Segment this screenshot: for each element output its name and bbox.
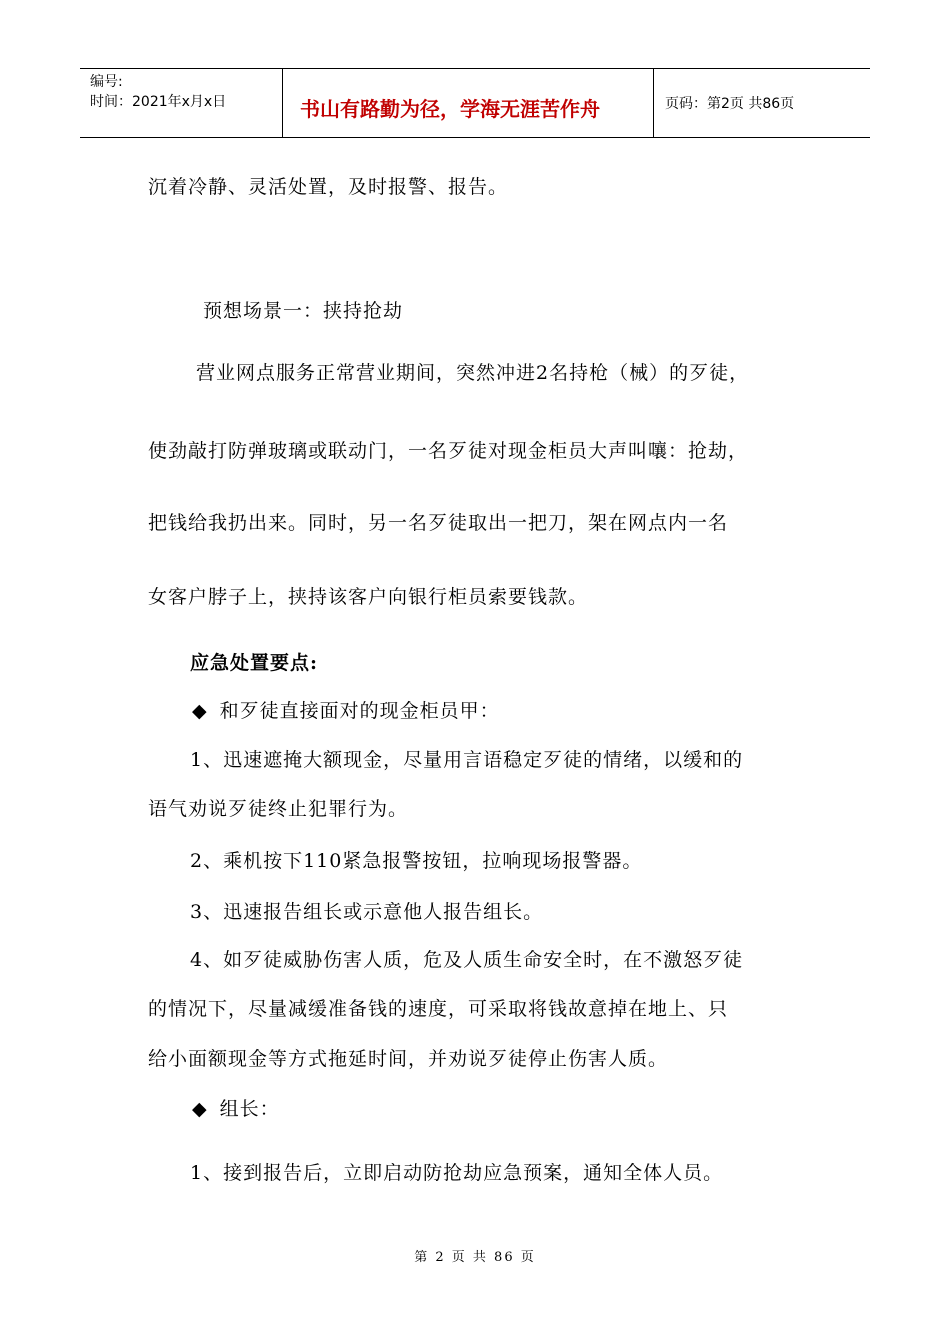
list-item: 1、接到报告后，立即启动防抢劫应急预案，通知全体人员。 <box>190 1162 724 1184</box>
list-item-continuation: 的情况下，尽量减缓准备钱的速度，可采取将钱故意掉在地上、只 <box>148 998 729 1020</box>
subsection-heading <box>192 696 500 723</box>
list-item-continuation: 给小面额现金等方式拖延时间，并劝说歹徒停止伤害人质。 <box>148 1048 669 1070</box>
list-item: 1、迅速遮掩大额现金，尽量用言语稳定歹徒的情绪，以缓和的 <box>190 749 744 771</box>
subsection-title: 组长： <box>219 1098 280 1120</box>
document-number-label: 编号: <box>90 74 123 90</box>
subsection-heading <box>192 1094 280 1121</box>
scene-title: 预想场景一：挟持抢劫 <box>203 300 404 322</box>
paragraph-line: 把钱给我扔出来。同时，另一名歹徒取出一把刀，架在网点内一名 <box>148 512 729 534</box>
list-item: 2、乘机按下110紧急报警按钮，拉响现场报警器。 <box>190 850 643 872</box>
subsection-title: 和歹徒直接面对的现金柜员甲： <box>219 700 500 722</box>
list-item-continuation: 语气劝说歹徒终止犯罪行为。 <box>148 798 409 820</box>
diamond-bullet-icon: ◆ <box>192 700 208 722</box>
paragraph-line: 营业网点服务正常营业期间，突然冲进2名持枪（械）的歹徒， <box>196 362 750 384</box>
diamond-bullet-icon: ◆ <box>192 1098 208 1120</box>
list-item: 4、如歹徒威胁伤害人质，危及人质生命安全时，在不激怒歹徒 <box>190 949 744 971</box>
paragraph-line: 女客户脖子上，挟持该客户向银行柜员索要钱款。 <box>148 586 589 608</box>
document-date: 时间：2021年x月x日 <box>90 94 227 110</box>
body-line: 沉着冷静、灵活处置，及时报警、报告。 <box>148 176 509 198</box>
page-header <box>80 68 870 138</box>
section-title: 应急处置要点: <box>190 652 319 674</box>
list-item: 3、迅速报告组长或示意他人报告组长。 <box>190 901 544 923</box>
header-divider <box>282 69 283 137</box>
header-page-info: 页码：第2页 共86页 <box>665 96 795 112</box>
header-divider <box>653 69 654 137</box>
header-motto: 书山有路勤为径，学海无涯苦作舟 <box>300 97 600 121</box>
paragraph-line: 使劲敲打防弹玻璃或联动门，一名歹徒对现金柜员大声叫嚷：抢劫， <box>148 440 749 462</box>
page-footer: 第 2 页 共 86 页 <box>414 1250 536 1265</box>
